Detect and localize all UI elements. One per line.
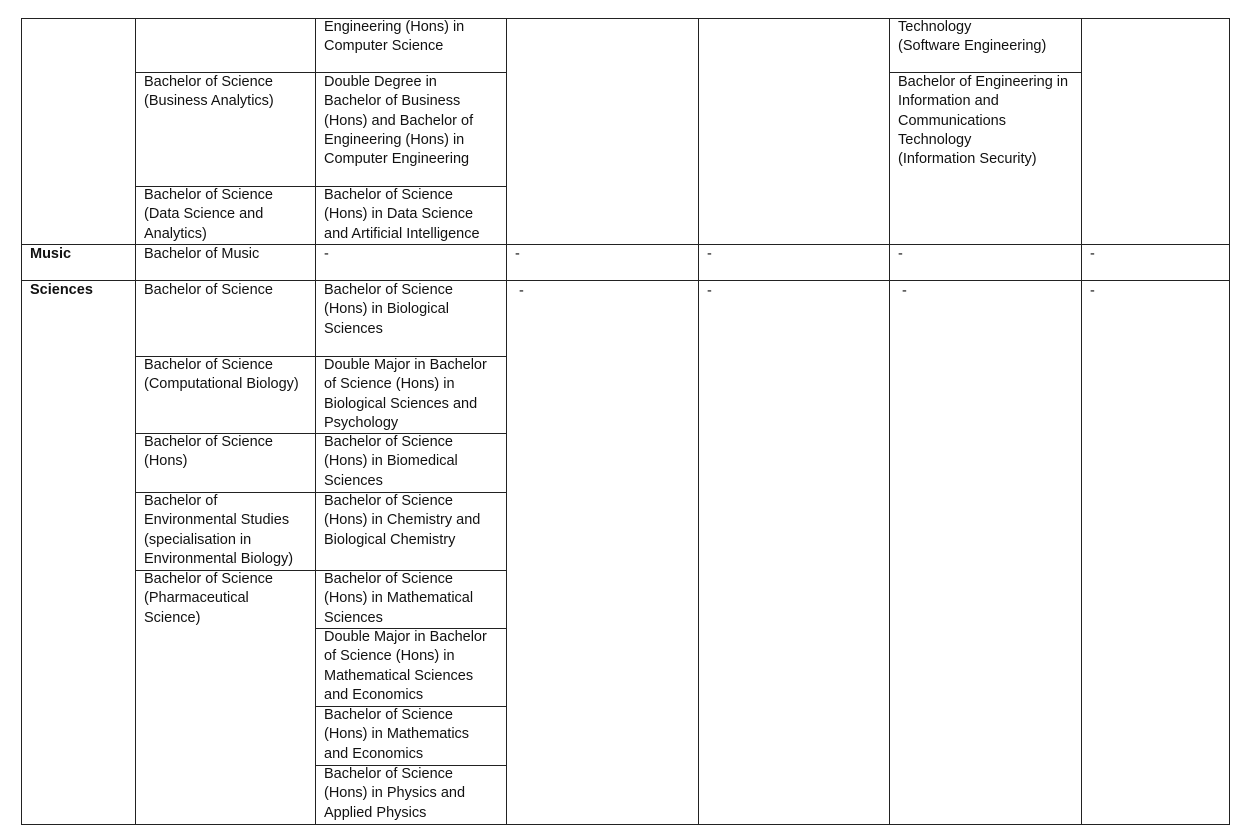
table-cell: Bachelor of Science (Business Analytics) xyxy=(144,74,274,110)
table-border-right xyxy=(1229,18,1230,824)
table-cell: Engineering (Hons) in Computer Science xyxy=(324,19,465,55)
table-cell: Technology (Software Engineering) xyxy=(898,19,1047,55)
table-cell: Bachelor of Science xyxy=(144,282,273,298)
table-cell: Double Major in Bachelor of Science (Hons) in Biological Sciences and Psychology xyxy=(324,357,487,431)
table-cell: Bachelor of Science (Hons) in Biological Sciences xyxy=(324,282,453,337)
table-cell: Bachelor of Environmental Studies (specialisation in Environmental Biology) xyxy=(144,493,294,567)
table-cell: - xyxy=(898,246,903,262)
table-cell: Bachelor of Engineering in Information and Communications Technology (Information Security) xyxy=(898,74,1069,168)
table-border-left xyxy=(21,18,22,824)
table-cell: - xyxy=(707,246,712,262)
table-cell: - xyxy=(902,283,907,299)
column-divider xyxy=(135,18,136,824)
table-border-bottom xyxy=(21,824,1230,825)
row-header-sciences: Sciences xyxy=(30,282,93,298)
table-cell: Bachelor of Science (Computational Biology) xyxy=(144,357,299,393)
table-cell: Bachelor of Science (Hons) in Mathematics and Economics xyxy=(324,707,470,762)
table-cell: Bachelor of Science (Hons) in Biomedical Sciences xyxy=(324,434,458,489)
table-cell: - xyxy=(519,283,524,299)
row-header-music: Music xyxy=(30,246,72,262)
table-cell: Bachelor of Science (Hons) in Mathematical Sciences xyxy=(324,571,474,626)
table-cell: Bachelor of Science (Hons) in Chemistry and Biological Chemistry xyxy=(324,493,481,548)
table-cell: - xyxy=(324,246,329,262)
table-cell: - xyxy=(1090,246,1095,262)
table-cell: Bachelor of Science (Data Science and Analytics) xyxy=(144,187,273,242)
table-cell: - xyxy=(707,283,712,299)
table-cell: - xyxy=(1090,283,1095,299)
table-cell: Double Major in Bachelor of Science (Hons) in Mathematical Sciences and Economics xyxy=(324,629,487,703)
table-cell: Bachelor of Science (Pharmaceutical Science) xyxy=(144,571,273,626)
table-cell: - xyxy=(515,246,520,262)
table-cell: Bachelor of Science (Hons) in Data Science and Artificial Intelligence xyxy=(324,187,480,242)
table-cell: Bachelor of Science (Hons) in Physics and Applied Physics xyxy=(324,766,466,821)
table-cell: Double Degree in Bachelor of Business (Hons) and Bachelor of Engineering (Hons) in Computer Engineering xyxy=(324,74,474,168)
table-cell: Bachelor of Music xyxy=(144,246,260,262)
column-divider xyxy=(698,18,699,824)
table-cell: Bachelor of Science (Hons) xyxy=(144,434,273,470)
